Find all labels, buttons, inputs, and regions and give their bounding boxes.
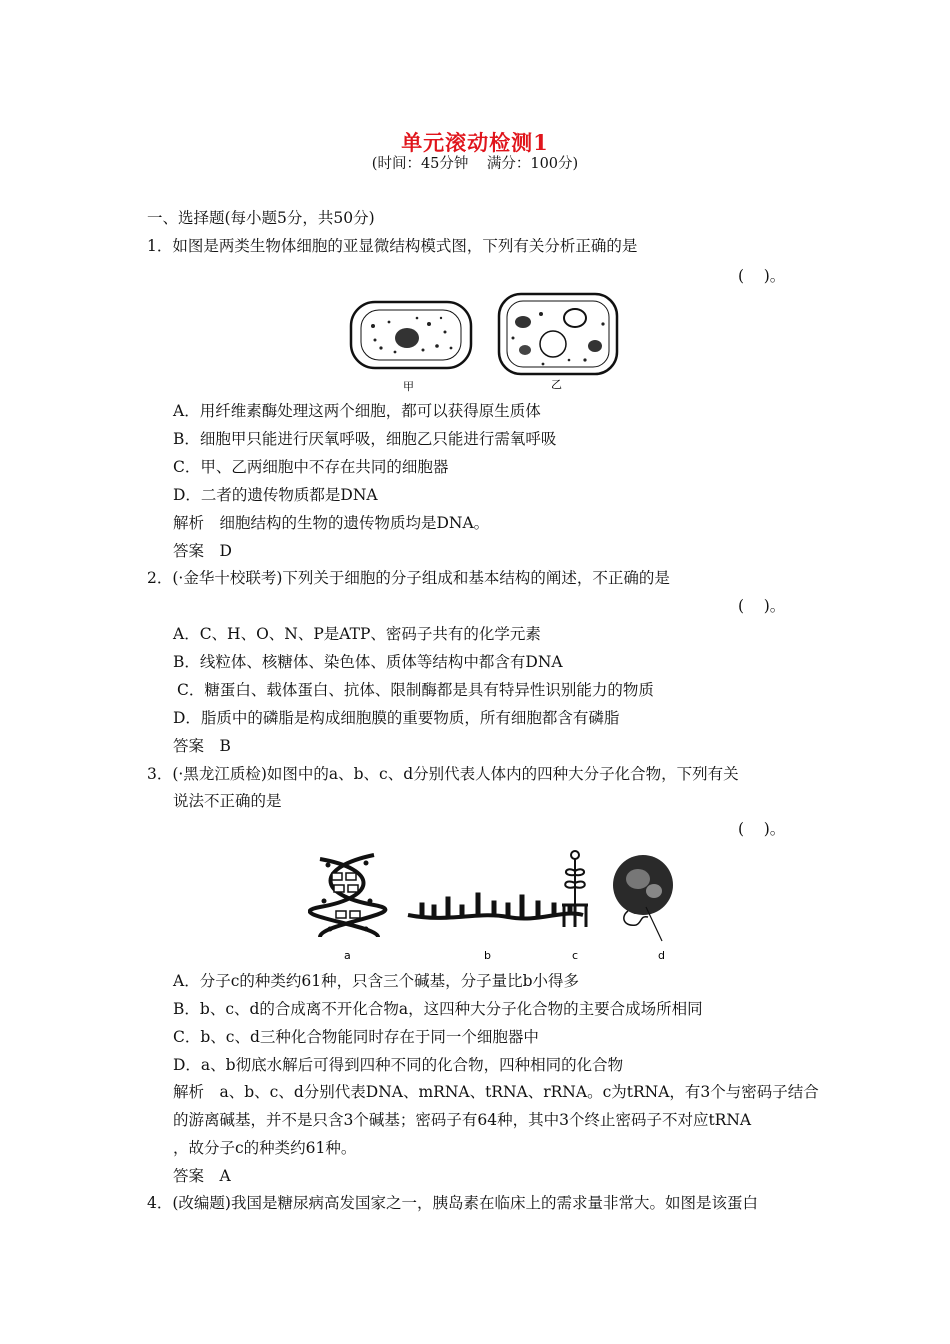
- question-1-option-d: D．二者的遗传物质都是DNA: [173, 486, 378, 504]
- question-3-option-d: D．a、b彻底水解后可得到四种不同的化合物，四种相同的化合物: [173, 1056, 624, 1074]
- figure-label-jia: 甲: [403, 380, 414, 393]
- question-2-option-c: C．糖蛋白、载体蛋白、抗体、限制酶都是具有特异性识别能力的物质: [177, 681, 654, 699]
- question-4-stem: 4．(改编题)我国是糖尿病高发国家之一，胰岛素在临床上的需求量非常大。如图是该蛋白: [147, 1194, 758, 1212]
- question-1-option-b: B．细胞甲只能进行厌氧呼吸，细胞乙只能进行需氧呼吸: [173, 430, 557, 448]
- figure-label-c: c: [572, 949, 579, 962]
- question-1-bracket: ( )。: [738, 267, 786, 285]
- cell-diagram-figure: [345, 288, 625, 393]
- question-1-option-a: A．用纤维素酶处理这两个细胞，都可以获得原生质体: [173, 402, 541, 420]
- dna-helix-illustration: [310, 855, 386, 937]
- question-2-option-d: D．脂质中的磷脂是构成细胞膜的重要物质，所有细胞都含有磷脂: [173, 709, 620, 727]
- mrna-strand-illustration: [408, 893, 583, 919]
- page-title: 单元滚动检测1: [401, 130, 549, 155]
- figure-label-b: b: [484, 949, 491, 962]
- question-2-option-a: A．C、H、O、N、P是ATP、密码子共有的化学元素: [173, 625, 541, 643]
- question-3-stem-line2: 说法不正确的是: [173, 792, 282, 810]
- page-subtitle: (时间：45分钟 满分：100分): [371, 156, 579, 172]
- question-2-bracket: ( )。: [738, 597, 786, 615]
- figure-label-yi: 乙: [551, 378, 562, 391]
- question-2-stem: 2．(·金华十校联考)下列关于细胞的分子组成和基本结构的阐述，不正确的是: [147, 569, 670, 587]
- question-3-analysis-line2: 的游离碱基，并不是只含3个碱基；密码子有64种，其中3个终止密码子不对应tRNA: [173, 1111, 752, 1129]
- question-3-stem-line1: 3．(·黑龙江质检)如图中的a、b、c、d分别代表人体内的四种大分子化合物，下列有关: [147, 765, 739, 783]
- question-3-analysis-line1: 解析 a、b、c、d分别代表DNA、mRNA、tRNA、rRNA。c为tRNA，有3个与密码子结合: [173, 1083, 819, 1101]
- question-3-option-b: B．b、c、d的合成离不开化合物a，这四种大分子化合物的主要合成场所相同: [173, 1000, 703, 1018]
- question-1-option-c: C．甲、乙两细胞中不存在共同的细胞器: [173, 458, 449, 476]
- question-3-bracket: ( )。: [738, 820, 786, 838]
- question-1-stem: 1．如图是两类生物体细胞的亚显微结构模式图，下列有关分析正确的是: [147, 237, 638, 255]
- question-3-option-a: A．分子c的种类约61种，只含三个碱基，分子量比b小得多: [173, 972, 580, 990]
- figure-label-a: a: [344, 949, 351, 962]
- question-1-answer: 答案 D: [173, 542, 232, 560]
- question-2-option-b: B．线粒体、核糖体、染色体、质体等结构中都含有DNA: [173, 653, 563, 671]
- figure-label-d: d: [658, 949, 665, 962]
- question-3-answer: 答案 A: [173, 1167, 231, 1185]
- question-3-option-c: C．b、c、d三种化合物能同时存在于同一个细胞器中: [173, 1028, 539, 1046]
- macromolecule-figure: [308, 845, 688, 963]
- question-1-analysis: 解析 细胞结构的生物的遗传物质均是DNA。: [173, 514, 490, 532]
- section-heading: 一、选择题(每小题5分，共50分): [147, 209, 375, 227]
- question-2-answer: 答案 B: [173, 737, 231, 755]
- question-3-analysis-line3: ，故分子c的种类约61种。: [173, 1139, 357, 1157]
- cell-jia-illustration: [351, 302, 471, 368]
- rrna-ribosome-illustration: [613, 855, 673, 941]
- cell-yi-illustration: [499, 294, 617, 374]
